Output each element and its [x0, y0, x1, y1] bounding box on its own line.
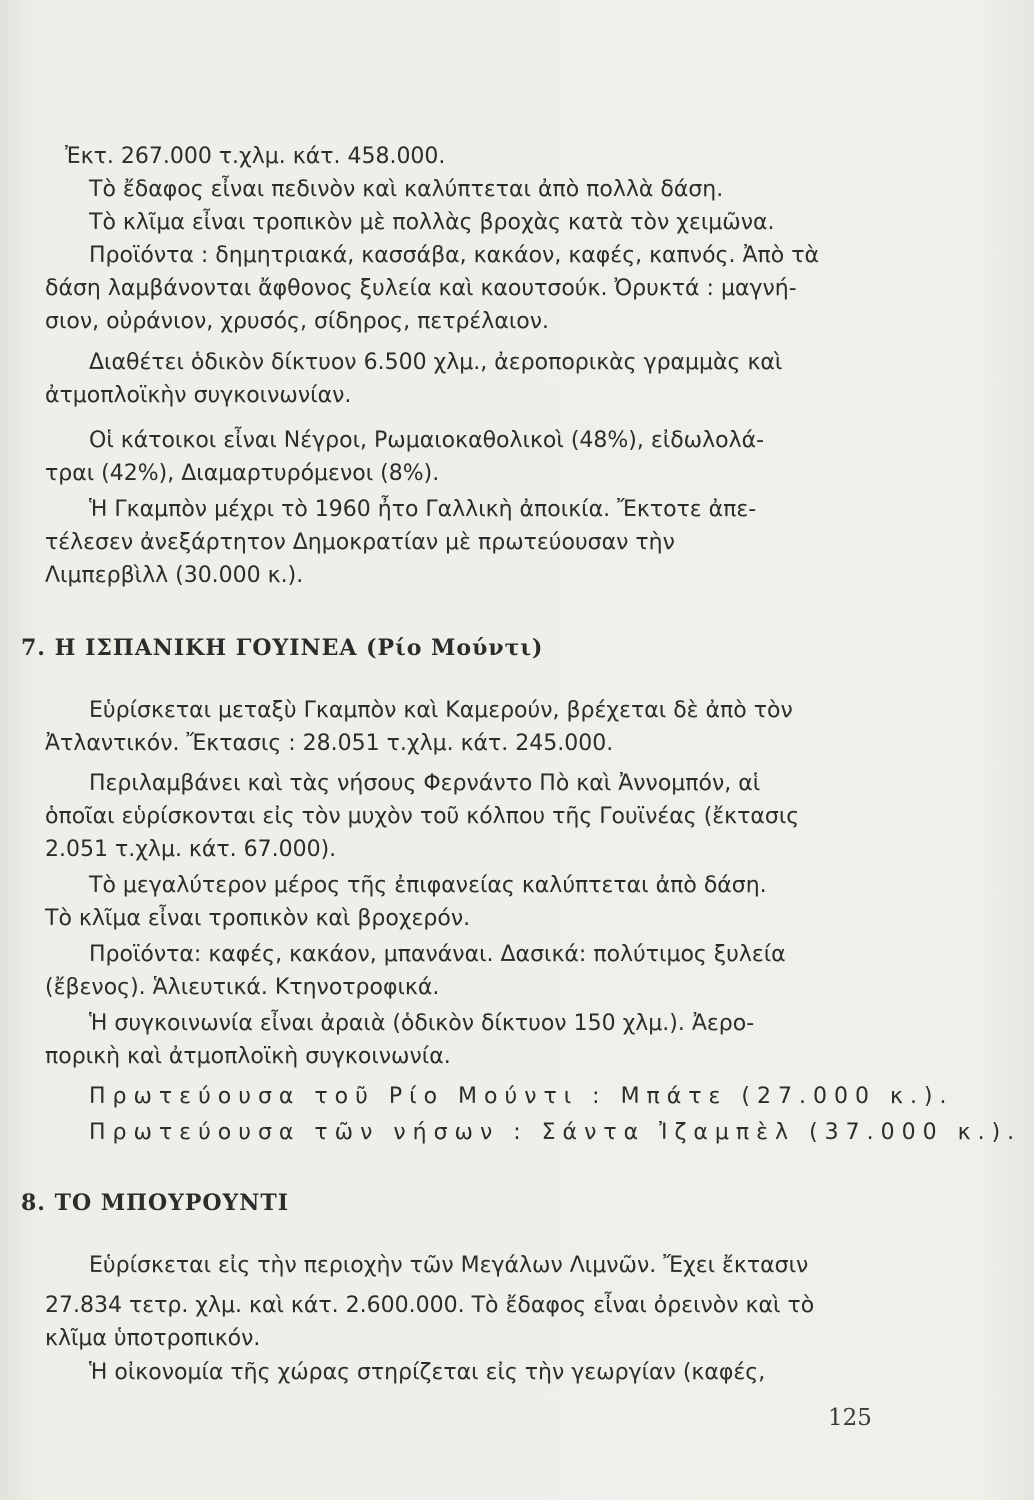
text-line: 2.051 τ.χλμ. κάτ. 67.000).	[45, 837, 337, 862]
text-line: πορικὴ καὶ ἀτμοπλοϊκὴ συγκοινωνία.	[45, 1044, 451, 1069]
section-heading-7: 7. Η ΙΣΠΑΝΙΚΗ ΓΟΥΙΝΕΑ (Ρίο Μούντι)	[21, 635, 544, 661]
text-line: σιον, οὐράνιον, χρυσός, σίδηρος, πετρέλαιον.	[45, 309, 550, 334]
text-line: ἀτμοπλοϊκὴν συγκοινωνίαν.	[45, 383, 352, 408]
capital-line: Πρωτεύουσα τοῦ Ρίο Μούντι : Μπάτε (27.000 κ.).	[89, 1084, 954, 1109]
text-line: Τὸ κλῖμα εἶναι τροπικὸν μὲ πολλὰς βροχὰς κατὰ τὸν χειμῶνα.	[89, 210, 775, 235]
text-line: ὁποῖαι εὑρίσκονται εἰς τὸν μυχὸν τοῦ κόλπου τῆς Γουϊνέας (ἔκτασις	[45, 804, 800, 829]
text-line: τέλεσεν ἀνεξάρτητον Δημοκρατίαν μὲ πρωτεύουσαν τὴν	[45, 530, 675, 555]
text-line: Προϊόντα: καφές, κακάον, μπανάναι. Δασικά: πολύτιμος ξυλεία	[89, 942, 786, 967]
text-line: Τὸ ἔδαφος εἶναι πεδινὸν καὶ καλύπτεται ἀπὸ πολλὰ δάση.	[89, 177, 724, 202]
text-line: Ἐκτ. 267.000 τ.χλμ. κάτ. 458.000.	[65, 144, 446, 169]
text-line: τραι (42%), Διαμαρτυρόμενοι (8%).	[45, 461, 440, 486]
text-line: Διαθέτει ὁδικὸν δίκτυον 6.500 χλμ., ἀεροπορικὰς γραμμὰς καὶ	[89, 350, 783, 375]
text-line: Εὑρίσκεται μεταξὺ Γκαμπὸν καὶ Καμερούν, βρέχεται δὲ ἀπὸ τὸν	[89, 698, 793, 723]
page-number: 125	[828, 1405, 872, 1431]
capital-line: Πρωτεύουσα τῶν νήσων : Σάντα Ἰζαμπὲλ (37.000 κ.).	[89, 1120, 1022, 1145]
text-line: Τὸ κλῖμα εἶναι τροπικὸν καὶ βροχερόν.	[45, 906, 471, 931]
text-line: Περιλαμβάνει καὶ τὰς νήσους Φερνάντο Πὸ καὶ Ἀννομπόν, αἱ	[89, 771, 761, 796]
text-line: Ἡ συγκοινωνία εἶναι ἀραιὰ (ὁδικὸν δίκτυον 150 χλμ.). Ἀερο-	[89, 1011, 755, 1036]
text-line: κλῖμα ὑποτροπικόν.	[45, 1326, 261, 1351]
text-line: 27.834 τετρ. χλμ. καὶ κάτ. 2.600.000. Τὸ ἔδαφος εἶναι ὀρεινὸν καὶ τὸ	[45, 1293, 815, 1318]
text-line: Προϊόντα : δημητριακά, κασσάβα, κακάον, καφές, καπνός. Ἀπὸ τὰ	[89, 243, 819, 268]
text-line: δάση λαμβάνονται ἄφθονος ξυλεία καὶ καουτσούκ. Ὀρυκτά : μαγνή-	[45, 276, 797, 301]
text-line: (ἔβενος). Ἁλιευτικά. Κτηνοτροφικά.	[45, 975, 440, 1000]
text-line: Ἀτλαντικόν. Ἔκτασις : 28.051 τ.χλμ. κάτ. 245.000.	[45, 731, 614, 756]
text-line: Λιμπερβὶλλ (30.000 κ.).	[45, 563, 304, 588]
text-line: Οἱ κάτοικοι εἶναι Νέγροι, Ρωμαιοκαθολικοὶ (48%), εἰδωλολά-	[89, 428, 765, 453]
text-line: Τὸ μεγαλύτερον μέρος τῆς ἐπιφανείας καλύπτεται ἀπὸ δάση.	[89, 873, 767, 898]
text-line: Ἡ Γκαμπὸν μέχρι τὸ 1960 ἦτο Γαλλικὴ ἀποικία. Ἔκτοτε ἀπε-	[89, 497, 757, 522]
section-heading-8: 8. ΤΟ ΜΠΟΥΡΟΥΝΤΙ	[21, 1190, 290, 1216]
text-line: Εὑρίσκεται εἰς τὴν περιοχὴν τῶν Μεγάλων Λιμνῶν. Ἔχει ἔκτασιν	[89, 1253, 809, 1278]
text-line: Ἡ οἰκονομία τῆς χώρας στηρίζεται εἰς τὴν γεωργίαν (καφές,	[89, 1360, 766, 1385]
